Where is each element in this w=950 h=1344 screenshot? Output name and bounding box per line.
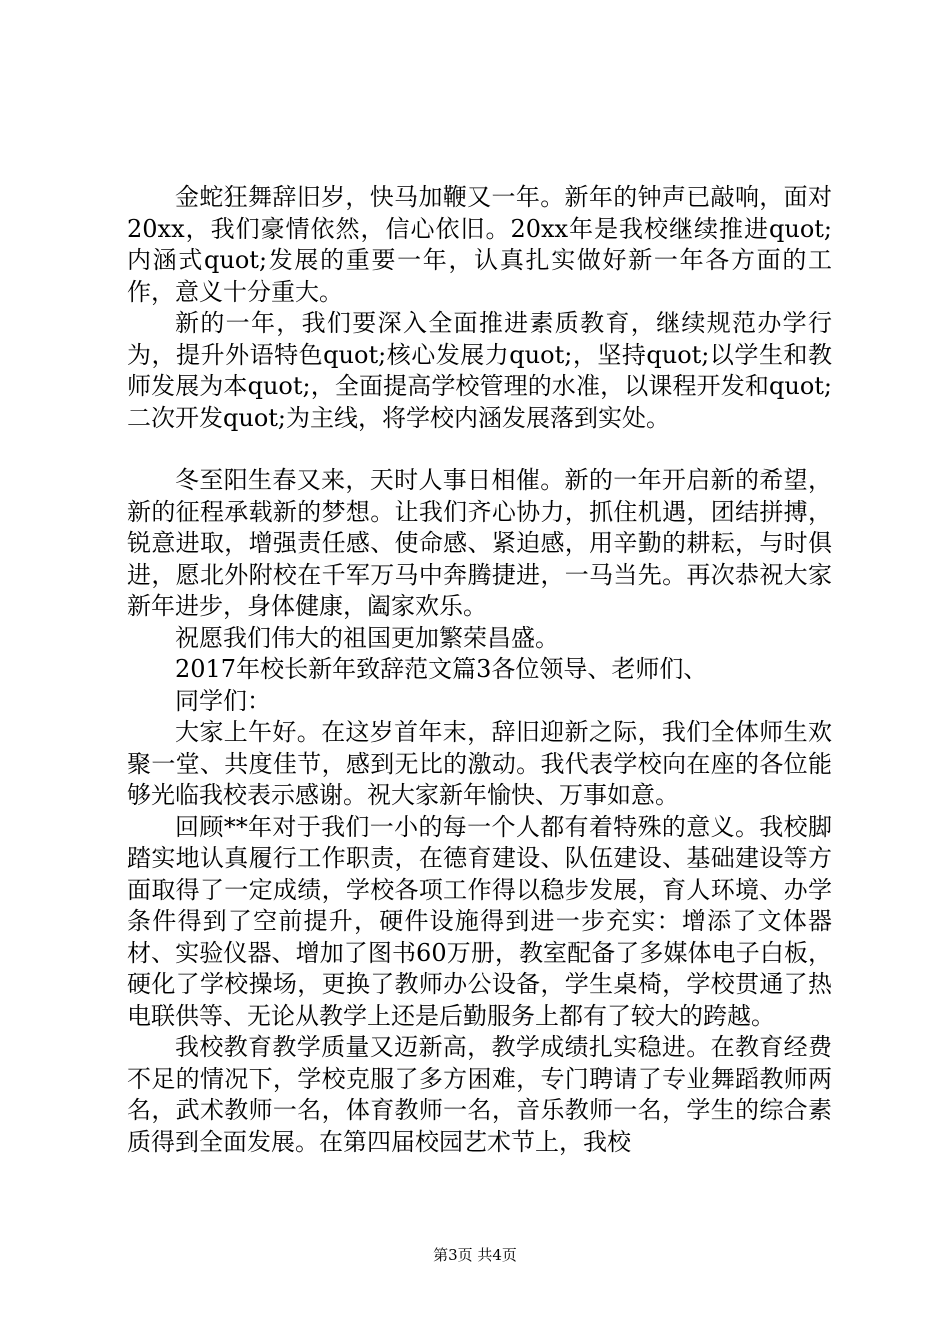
- paragraph-review-year: 回顾**年对于我们一小的每一个人都有着特殊的意义。我校脚踏实地认真履行工作职责，在德育建设、队伍建设、基础建设等方面取得了一定成绩，学校各项工作得以稳步发展，育人环境、办学条件得到了空前提升，硬件设施得到进一步充实：增添了文体器材、实验仪器、增加了图书60万册，教室配备了多媒体电子白板，硬化了学校操场，更换了教师办公设备，学生桌椅，学校贯通了热电联供等、无论从教学上还是后勤服务上都有了较大的跨越。: [127, 812, 832, 1030]
- paragraph-greeting: 大家上午好。在这岁首年末，辞旧迎新之际，我们全体师生欢聚一堂、共度佳节，感到无比的激动。我代表学校向在座的各位能够光临我校表示感谢。祝大家新年愉快、万事如意。: [127, 718, 832, 809]
- document-body: [127, 182, 832, 1158]
- page-number-footer: 第3页 共4页: [433, 1246, 517, 1264]
- paragraph-new-year-opening: 金蛇狂舞辞旧岁，快马加鞭又一年。新年的钟声已敲响，面对20xx，我们豪情依然，信心依旧。20xx年是我校继续推进quot;内涵式quot;发展的重要一年，认真扎实做好新一年各方面的工作，意义十分重大。: [127, 183, 832, 306]
- paragraph-blessing-motherland: 祝愿我们伟大的祖国更加繁荣昌盛。: [175, 623, 559, 652]
- paragraph-spacer: [127, 434, 832, 465]
- paragraph-salutation: 同学们：: [175, 686, 271, 715]
- paragraph-quality-education: 新的一年，我们要深入全面推进素质教育，继续规范办学行为，提升外语特色quot;核心发展力quot;，坚持quot;以学生和教师发展为本quot;，全面提高学校管理的水准，以课程开发和quot;二次开发quot;为主线，将学校内涵发展落到实处。: [127, 309, 832, 432]
- paragraph-winter-solstice: 冬至阳生春又来，天时人事日相催。新的一年开启新的希望，新的征程承载新的梦想。让我们齐心协力，抓住机遇，团结拼搏，锐意进取，增强责任感、使命感、紧迫感，用辛勤的耕耘，与时俱进，愿北外附校在千军万马中奔腾捷进，一马当先。再次恭祝大家新年进步，身体健康，阖家欢乐。: [127, 466, 832, 620]
- paragraph-teaching-quality: 我校教育教学质量又迈新高，教学成绩扎实稳进。在教育经费不足的情况下，学校克服了多方困难，专门聘请了专业舞蹈教师两名，武术教师一名，体育教师一名，音乐教师一名，学生的综合素质得到全面发展。在第四届校园艺术节上，我校: [127, 1033, 832, 1156]
- paragraph-article-heading: 2017年校长新年致辞范文篇3各位领导、老师们、: [175, 655, 708, 683]
